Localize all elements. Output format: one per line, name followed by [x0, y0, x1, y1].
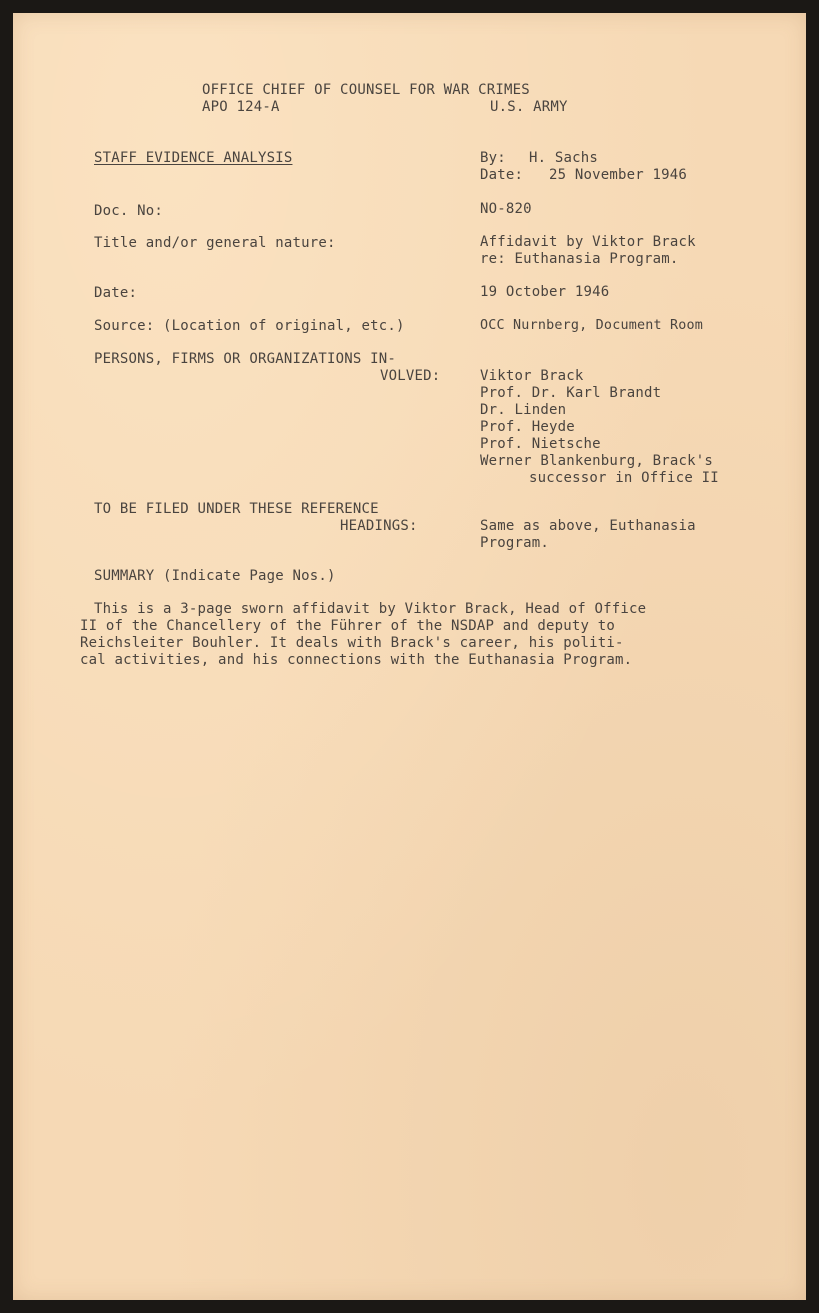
filed-value-line1: Same as above, Euthanasia	[480, 518, 696, 534]
person-item: Werner Blankenburg, Brack's	[480, 453, 713, 469]
title-value-line1: Affidavit by Viktor Brack	[480, 234, 696, 250]
analysis-date-label: Date:	[480, 167, 524, 183]
army-label: U.S. ARMY	[490, 99, 568, 115]
filed-label-line1: TO BE FILED UNDER THESE REFERENCE	[94, 501, 379, 517]
document-date-value: 19 October 1946	[480, 284, 610, 300]
person-item: Dr. Linden	[480, 402, 567, 418]
apo-number: APO 124-A	[202, 99, 280, 115]
person-item: successor in Office II	[529, 470, 719, 486]
person-item: Prof. Dr. Karl Brandt	[480, 385, 662, 401]
source-label: Source: (Location of original, etc.)	[94, 318, 405, 334]
filed-value-line2: Program.	[480, 535, 550, 551]
source-value: OCC Nurnberg, Document Room	[480, 318, 704, 333]
summary-line: cal activities, and his connections with the Euthanasia Program.	[80, 652, 633, 668]
title-value-line2: re: Euthanasia Program.	[480, 251, 679, 267]
doc-no-label: Doc. No:	[94, 203, 164, 219]
person-item: Prof. Heyde	[480, 419, 575, 435]
document-sheet	[13, 13, 806, 1300]
summary-label: SUMMARY (Indicate Page Nos.)	[94, 568, 336, 584]
persons-label-line1: PERSONS, FIRMS OR ORGANIZATIONS IN-	[94, 351, 397, 367]
summary-line: Reichsleiter Bouhler. It deals with Brack's career, his politi-	[80, 635, 624, 651]
by-label: By:	[480, 150, 506, 166]
filed-label-line2: HEADINGS:	[340, 518, 418, 534]
summary-line: II of the Chancellery of the Führer of the NSDAP and deputy to	[80, 618, 615, 634]
doc-no-value: NO-820	[480, 201, 532, 217]
office-heading: OFFICE CHIEF OF COUNSEL FOR WAR CRIMES	[202, 82, 530, 98]
persons-label-line2: VOLVED:	[380, 368, 441, 384]
person-item: Prof. Nietsche	[480, 436, 601, 452]
title-label: Title and/or general nature:	[94, 235, 336, 251]
analysis-heading: STAFF EVIDENCE ANALYSIS	[94, 150, 293, 166]
by-value: H. Sachs	[529, 150, 599, 166]
person-item: Viktor Brack	[480, 368, 584, 384]
summary-line: This is a 3-page sworn affidavit by Viktor Brack, Head of Office	[94, 601, 647, 617]
document-date-label: Date:	[94, 285, 138, 301]
analysis-date-value: 25 November 1946	[549, 167, 688, 183]
